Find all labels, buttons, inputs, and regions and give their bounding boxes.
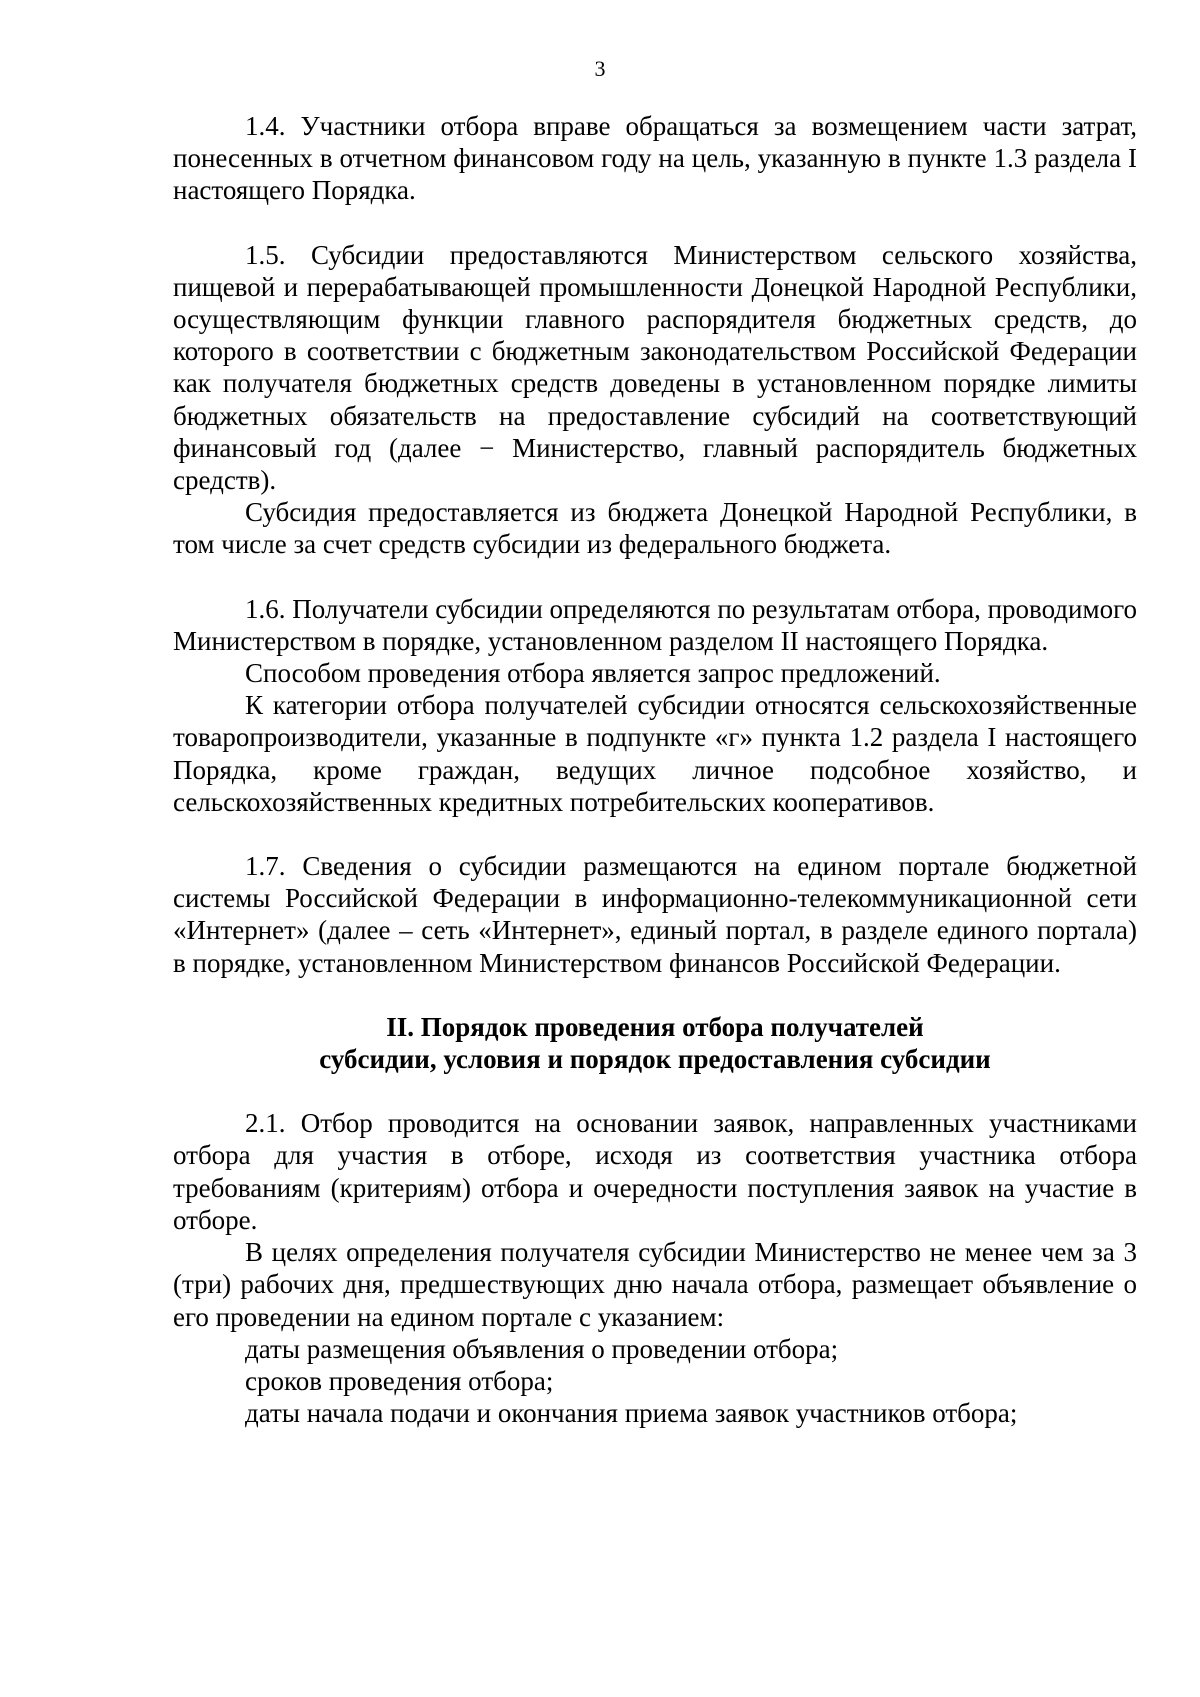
section-heading-line-1: II. Порядок проведения отбора получателей [386,1011,924,1042]
paragraph-1-7: 1.7. Сведения о субсидии размещаются на едином портале бюджетной системы Российской Федерации в информационно-телекоммуникационной сети «Интернет» (далее – сеть «Интернет», единый портал, в разделе единого портала) в порядке, установленном Министерством финансов Российской Федерации. [173,851,1137,978]
paragraph-2-1: 2.1. Отбор проводится на основании заявок, направленных участниками отбора для участия в отборе, исходя из соответствия участника отбора требованиям (критериям) отбора и очередности поступления заявок на участие в отборе. [173,1108,1137,1235]
list-item: сроков проведения отбора; [245,1365,554,1396]
paragraph-1-6-method: Способом проведения отбора является запрос предложений. [245,658,941,689]
page-number: 3 [594,56,606,81]
list-item: даты начала подачи и окончания приема заявок участников отбора; [245,1398,1018,1429]
document-body [173,110,1137,1429]
paragraph-2-1-announcement: В целях определения получателя субсидии Министерство не менее чем за 3 (три) рабочих дня, предшествующих дню начала отбора, размещает объявление о его проведении на едином портале с указанием: [173,1237,1137,1332]
paragraph-1-4: 1.4. Участники отбора вправе обращаться за возмещением части затрат, понесенных в отчетном финансовом году на цель, указанную в пункте 1.3 раздела I настоящего Порядка. [173,111,1137,206]
paragraph-1-5: 1.5. Субсидии предоставляются Министерством сельского хозяйства, пищевой и перерабатывающей промышленности Донецкой Народной Республики, осуществляющим функции главного распорядителя бюджетных средств, до которого в соответствии с бюджетным законодательством Российской Федерации как получателя бюджетных средств доведены в установленном порядке лимиты бюджетных обязательств на предоставление субсидий на соответствующий финансовый год (далее − Министерство, главный распорядитель бюджетных средств). [173,239,1137,496]
list-item: даты размещения объявления о проведении отбора; [245,1333,839,1364]
section-heading-line-2: субсидии, условия и порядок предоставления субсидии [319,1044,991,1075]
paragraph-1-5-budget: Субсидия предоставляется из бюджета Донецкой Народной Республики, в том числе за счет средств субсидии из федерального бюджета. [173,497,1137,560]
paragraph-1-6-category: К категории отбора получателей субсидии относятся сельскохозяйственные товаропроизводители, указанные в подпункте «г» пункта 1.2 раздела I настоящего Порядка, кроме граждан, ведущих личное подсобное хозяйство, и сельскохозяйственных кредитных потребительских кооперативов. [173,690,1137,817]
section-heading [173,1011,1137,1075]
paragraph-1-6: 1.6. Получатели субсидии определяются по результатам отбора, проводимого Министерством в порядке, установленном разделом II настоящего Порядка. [173,593,1137,656]
